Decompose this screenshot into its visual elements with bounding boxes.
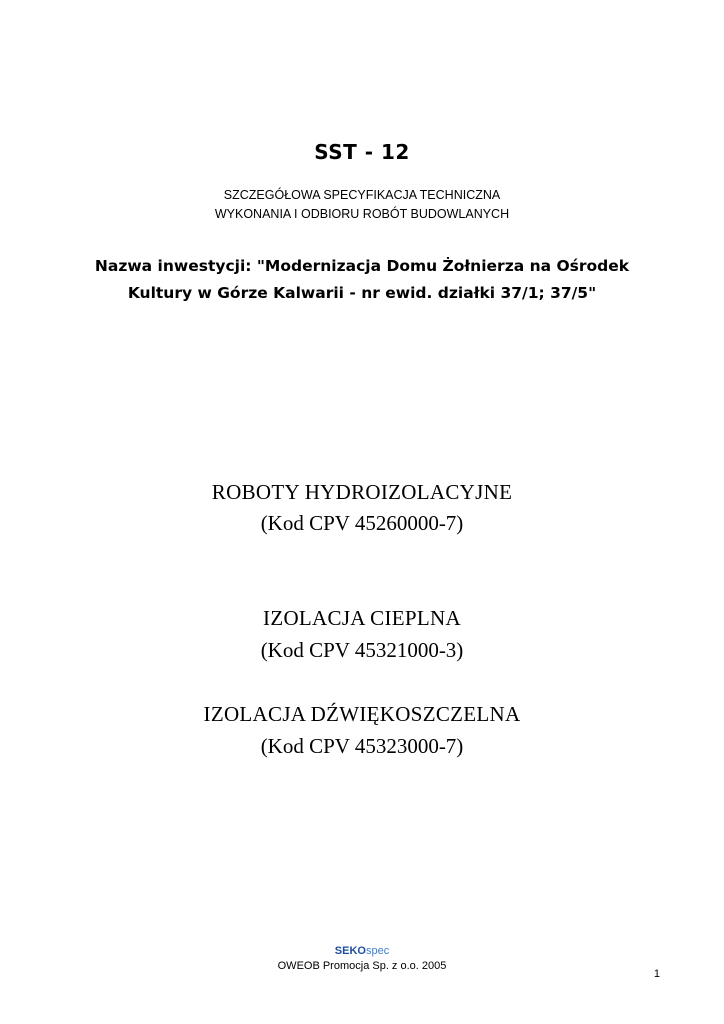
- logo-bold-part: SEKO: [334, 945, 366, 957]
- section-code-izolacja-dzwiekoszczelna: (Kod CPV 45323000-7): [260, 734, 464, 758]
- logo-light-part: spec: [365, 945, 390, 957]
- section-code-hydroizolacja: (Kod CPV 45260000-7): [260, 511, 464, 535]
- footer-company: OWEOB Promocja Sp. z o.o. 2005: [277, 960, 447, 972]
- section-title-hydroizolacja: ROBOTY HYDROIZOLACYJNE: [211, 480, 513, 504]
- investment-name-line-2: Kultury w Górze Kalwarii - nr ewid. działki 37/1; 37/5": [127, 284, 597, 302]
- section-title-izolacja-cieplna: IZOLACJA CIEPLNA: [263, 606, 461, 630]
- page-number: 1: [653, 968, 660, 980]
- document-code: SST - 12: [314, 140, 410, 164]
- footer-logo: [0, 945, 724, 957]
- investment-name-line-1: Nazwa inwestycji: "Modernizacja Domu Żołnierza na Ośrodek: [94, 257, 630, 275]
- section-title-izolacja-dzwiekoszczelna: IZOLACJA DŹWIĘKOSZCZELNA: [203, 702, 521, 726]
- section-code-izolacja-cieplna: (Kod CPV 45321000-3): [260, 638, 464, 662]
- subtitle-line-2: WYKONANIA I ODBIORU ROBÓT BUDOWLANYCH: [214, 207, 510, 221]
- subtitle-line-1: SZCZEGÓŁOWA SPECYFIKACJA TECHNICZNA: [223, 188, 501, 202]
